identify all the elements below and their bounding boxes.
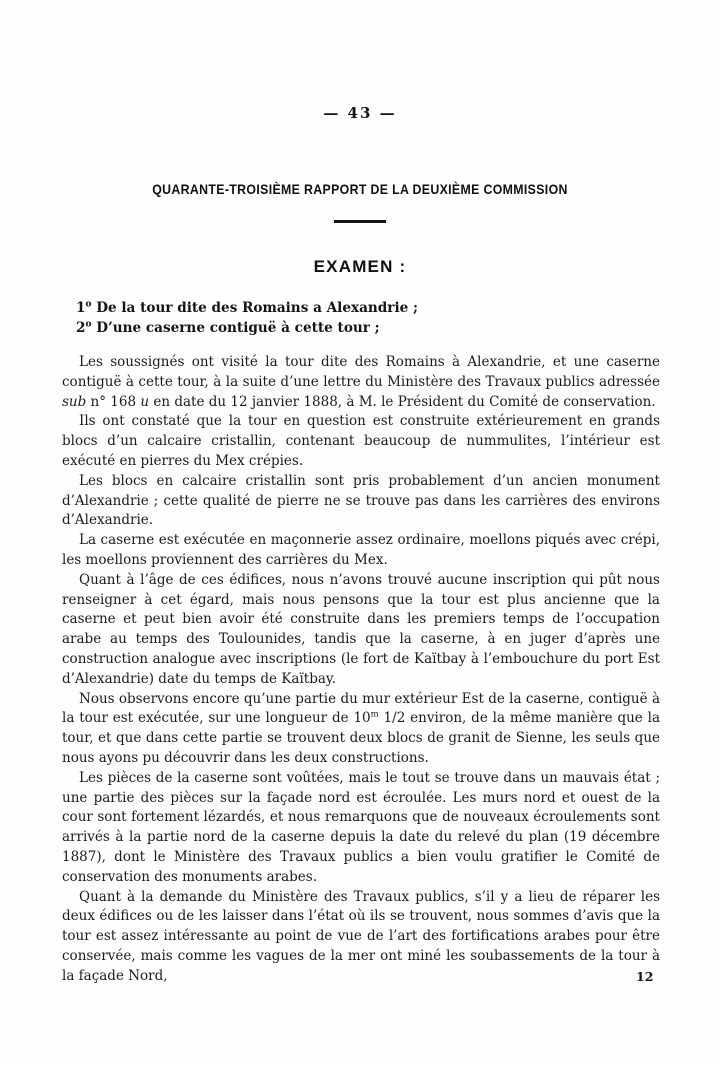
paragraph [62,531,660,571]
paragraph-segment: u [140,393,150,410]
item-number: 1 [76,300,86,316]
item-ordinal: o [85,319,92,330]
item-text: De la tour dite des Romains a Alexandrie ; [96,300,419,316]
sheet-number: 12 [636,969,654,984]
paragraph-segment: n° 168 [86,393,141,410]
page-number: — 43 — [323,104,397,122]
report-title: QUARANTE-TROISIÈME RAPPORT DE LA DEUXIÈME COMMISSION [152,181,568,197]
paragraph-segment: Quant à la demande du Ministère des Travaux publics, s’il y a lieu de réparer les deux édifices ou de les laisser dans l’état où ils se trouvent, nous sommes d’avis que la tour est assez intéressante au point de vue de l’art des fortifications arabes pour être conservée, mais comme les vagues de la mer ont miné les soubassements de la tour à la façade Nord, [62,888,660,984]
item-ordinal: o [85,299,92,310]
paragraph [62,769,660,888]
paragraph-segment: en date du 12 janvier 1888, à M. le Président du Comité de conservation. [149,393,656,410]
paragraph [62,888,660,987]
paragraph [62,690,660,769]
paragraph-segment: Ils ont constaté que la tour en question est construite extérieurement en grands blocs d’un calcaire cristallin, contenant beaucoup de nummulites, l’intérieur est exécuté en pierres du Mex crépies. [62,413,660,469]
paragraph-segment: Les pièces de la caserne sont voûtées, mais le tout se trouve dans un mauvais état ; une partie des pièces sur la façade nord est écroulée. Les murs nord et ouest de la cour sont fortement lézardés, et nous remarquons que de nouveaux écroulements sont arrivés à la partie nord de la caserne depuis la date du relevé du plan (19 décembre 1887), dont le Ministère des Travaux publics a bien voulu gratifier le Comité de conservation des monuments arabes. [62,769,660,885]
paragraph-segment: m [370,709,379,720]
paragraph [62,353,660,412]
paragraph-segment: Nous observons encore qu’une partie du mur extérieur Est de la caserne, contiguë à la tour est exécutée, sur une longueur de 10 [62,690,660,727]
examen-item-2 [76,318,418,338]
paragraph-segment: Les soussignés ont visité la tour dite des Romains à Alexandrie, et une caserne contiguë à cette tour, à la suite d’une lettre du Ministère des Travaux publics adressée [62,354,660,390]
paragraph-segment: Quant à l’âge de ces édifices, nous n’avons trouvé aucune inscription qui pût nous renseigner à cet égard, mais nous pensons que la tour est plus ancienne que la caserne et peut bien avoir été construite dans les premiers temps de l’occupation arabe au temps des Toulounides, tandis que la caserne, à en juger d’après une construction analogue avec inscriptions (le fort de Kaïtbay à l’embouchure du port Est d’Alexandrie) date du temps de Kaïtbay. [62,571,660,687]
paragraph-segment: 1/2 environ, de la même manière que la tour, et que dans cette partie se trouvent deux blocs de granit de Sienne, les seuls que nous ayons pu découvrir dans les deux constructions. [62,710,660,766]
body-paragraphs [62,353,660,987]
paragraph [62,571,660,690]
examen-item-1 [76,298,418,318]
paragraph [62,472,660,531]
item-text: D’une caserne contiguë à cette tour ; [96,320,380,336]
examen-heading: EXAMEN : [313,257,407,276]
paragraph-segment: Les blocs en calcaire cristallin sont pris probablement d’un ancien monument d’Alexandrie ; cette qualité de pierre ne se trouve pas dans les carrières des environs d’Alexandrie. [62,472,660,529]
paragraph [62,412,660,471]
item-number: 2 [76,320,86,336]
examen-items [76,298,418,338]
title-rule [334,220,386,223]
paragraph-segment: La caserne est exécutée en maçonnerie assez ordinaire, moellons piqués avec crépi, les moellons proviennent des carrières du Mex. [62,532,660,568]
paragraph-segment: sub [62,393,87,410]
